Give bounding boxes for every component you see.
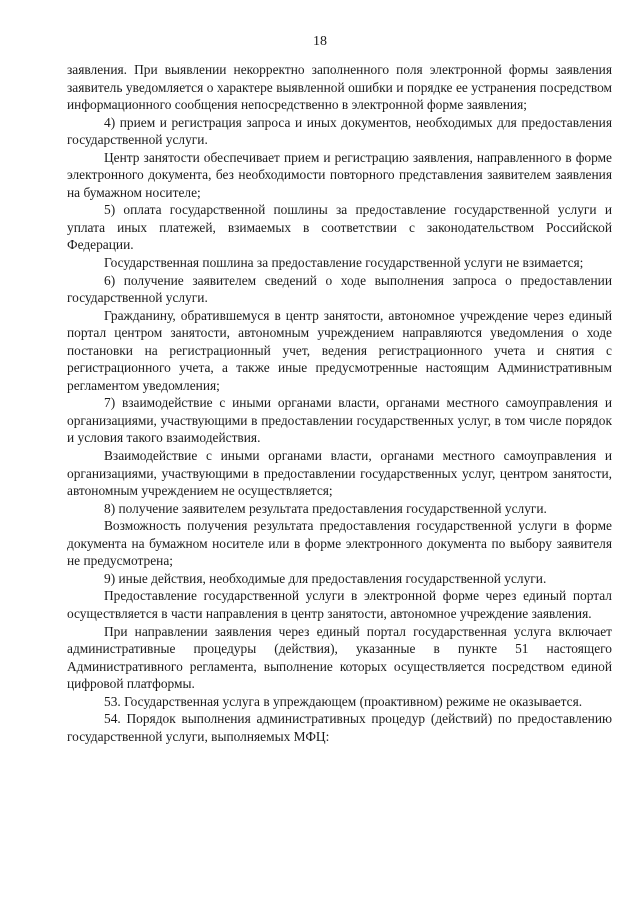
- page-number: 18: [313, 34, 327, 49]
- paragraph-employment-center-reception: Центр занятости обеспечивает прием и регистрацию заявления, направленного в форме электронного документа, без необходимости повторного представления заявителем заявления на бумажном носителе;: [67, 149, 612, 200]
- paragraph-item-7: 7) взаимодействие с иными органами власти, органами местного самоуправления и организациями, участвующими в предоставлении государственных услуг, в том числе порядок и условия такого взаимодействия.: [67, 395, 612, 446]
- paragraph-item-5: 5) оплата государственной пошлины за предоставление государственной услуги и уплата иных платежей, взимаемых в соответствии с законодательством Российской Федерации.: [67, 202, 612, 253]
- paragraph-electronic-form: Предоставление государственной услуги в электронной форме через единый портал осуществляется в части направления в центр занятости, автономное учреждение заявления.: [67, 588, 612, 621]
- paragraph-interaction: Взаимодействие с иными органами власти, органами местного самоуправления и организациями, участвующими в предоставлении государственных услуг, центром занятости, автономным учреждением не осуществляется;: [67, 448, 612, 499]
- paragraph-item-4: 4) прием и регистрация запроса и иных документов, необходимых для предоставления государственной услуги.: [67, 114, 612, 148]
- paragraph-state-fee: Государственная пошлина за предоставление государственной услуги не взимается;: [104, 255, 584, 271]
- paragraph-portal-procedures: При направлении заявления через единый портал государственная услуга включает административные процедуры (действия), указанные в пункте 51 настоящего Административного регламента, выполнение которых осуществляется посредством единой цифровой платформы.: [67, 623, 612, 692]
- paragraph-application-continuation: заявления. При выявлении некорректно заполненного поля электронной формы заявления заявитель уведомляется о характере выявленной ошибки и порядке ее устранения посредством информационного сообщения непосредственно в электронной форме заявления;: [67, 62, 612, 113]
- paragraph-item-9: 9) иные действия, необходимые для предоставления государственной услуги.: [104, 570, 547, 586]
- document-body: [67, 61, 612, 745]
- paragraph-section-53: 53. Государственная услуга в упреждающем (проактивном) режиме не оказывается.: [104, 693, 583, 709]
- paragraph-item-6: 6) получение заявителем сведений о ходе выполнения запроса о предоставлении государственной услуги.: [67, 272, 612, 306]
- paragraph-section-54: 54. Порядок выполнения административных процедур (действий) по предоставлению государственной услуги, выполняемых МФЦ:: [67, 711, 612, 744]
- paragraph-notifications: Гражданину, обратившемуся в центр занятости, автономное учреждение через единый портал центром занятости, автономным учреждением направляются уведомления о ходе постановки на регистрационный учет, ведения регистрационного учета и снятия с регистрационного учета, а также иные предусмотренные настоящим Административным регламентом уведомления;: [67, 307, 612, 393]
- paragraph-result-form: Возможность получения результата предоставления государственной услуги в форме документа на бумажном носителе или в форме электронного документа по выбору заявителя не предусмотрена;: [67, 518, 612, 569]
- paragraph-item-8: 8) получение заявителем результата предоставления государственной услуги.: [104, 500, 547, 516]
